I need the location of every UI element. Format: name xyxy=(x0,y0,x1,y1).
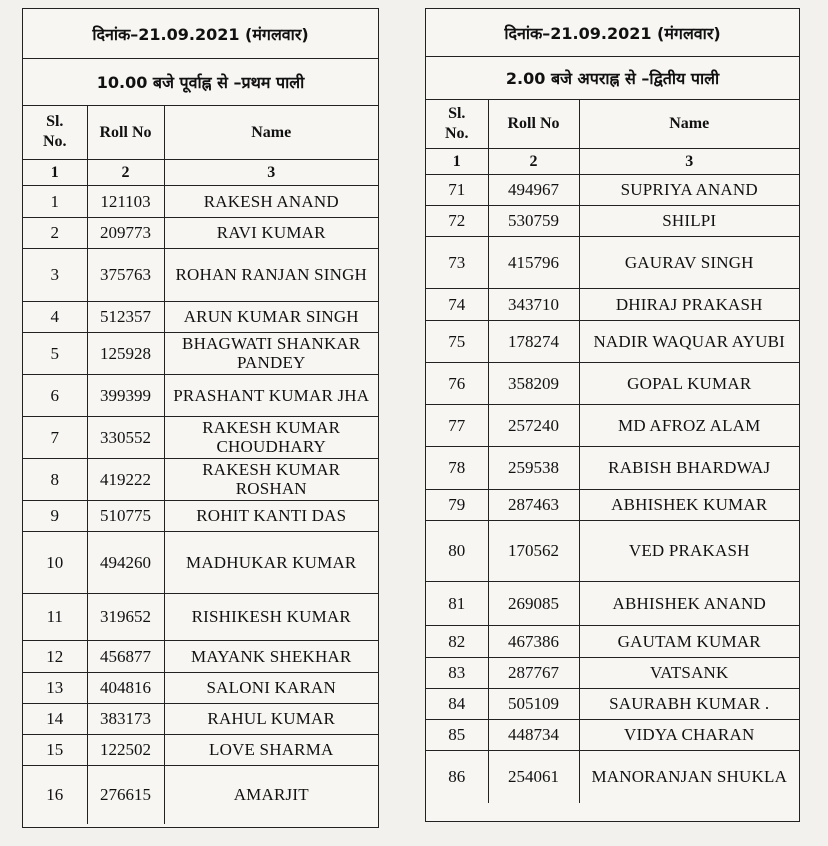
left-cell-sl: 16 xyxy=(23,765,87,824)
table-row xyxy=(23,332,378,374)
left-cell-sl: 4 xyxy=(23,301,87,332)
table-row xyxy=(23,185,378,217)
table-row xyxy=(23,734,378,765)
right-cell-sl: 85 xyxy=(426,719,488,750)
table-row xyxy=(426,404,799,446)
right-cell-sl: 74 xyxy=(426,288,488,320)
right-shift-panel xyxy=(425,8,800,822)
right-shift-text: 2.00 बजे अपराह्न से –द्वितीय पाली xyxy=(505,69,720,88)
right-cell-name: GAUTAM KUMAR xyxy=(579,625,799,657)
right-cell-sl: 86 xyxy=(426,750,488,803)
right-column-number-row xyxy=(426,148,799,174)
right-cell-roll: 170562 xyxy=(488,520,579,581)
right-date-text: दिनांक–21.09.2021 (मंगलवार) xyxy=(504,23,721,43)
table-row xyxy=(23,301,378,332)
right-cell-name: ABHISHEK ANAND xyxy=(579,581,799,625)
left-cell-name: RAKESH ANAND xyxy=(164,185,378,217)
table-row xyxy=(426,688,799,719)
left-name-header: Name xyxy=(164,106,378,159)
table-row xyxy=(426,362,799,404)
right-cell-roll: 287463 xyxy=(488,489,579,520)
right-date-header xyxy=(426,9,799,57)
right-cell-name: MANORANJAN SHUKLA xyxy=(579,750,799,803)
left-header-row xyxy=(23,106,378,159)
table-row xyxy=(23,374,378,416)
right-cell-name: MD AFROZ ALAM xyxy=(579,404,799,446)
table-row xyxy=(426,205,799,236)
left-cell-roll: 399399 xyxy=(87,374,164,416)
left-cell-name: RAKESH KUMAR ROSHAN xyxy=(164,458,378,500)
right-cell-name: VIDYA CHARAN xyxy=(579,719,799,750)
left-cell-name: ROHIT KANTI DAS xyxy=(164,500,378,531)
table-row xyxy=(23,703,378,734)
left-cell-roll: 276615 xyxy=(87,765,164,824)
left-cell-sl: 2 xyxy=(23,217,87,248)
right-cell-roll: 178274 xyxy=(488,320,579,362)
left-shift-panel xyxy=(22,8,379,828)
left-shift-header xyxy=(23,59,378,106)
table-row xyxy=(23,500,378,531)
table-row xyxy=(23,593,378,640)
left-cell-roll: 330552 xyxy=(87,416,164,458)
left-cell-sl: 15 xyxy=(23,734,87,765)
left-cell-sl: 14 xyxy=(23,703,87,734)
left-table xyxy=(23,106,378,824)
left-date-header xyxy=(23,9,378,59)
right-roll-header: Roll No xyxy=(488,100,579,148)
right-cell-name: VATSANK xyxy=(579,657,799,688)
left-shift-text: 10.00 बजे पूर्वाह्न से –प्रथम पाली xyxy=(96,73,305,92)
right-cell-roll: 494967 xyxy=(488,174,579,205)
right-cell-name: DHIRAJ PRAKASH xyxy=(579,288,799,320)
right-table xyxy=(426,100,799,803)
left-sl-header: Sl. No. xyxy=(23,106,87,159)
left-cell-name: RAHUL KUMAR xyxy=(164,703,378,734)
right-cell-sl: 79 xyxy=(426,489,488,520)
left-cell-sl: 13 xyxy=(23,672,87,703)
right-cell-name: GOPAL KUMAR xyxy=(579,362,799,404)
left-roll-header: Roll No xyxy=(87,106,164,159)
left-cell-name: RAVI KUMAR xyxy=(164,217,378,248)
right-cell-roll: 530759 xyxy=(488,205,579,236)
left-cell-roll: 383173 xyxy=(87,703,164,734)
left-cell-roll: 419222 xyxy=(87,458,164,500)
right-cell-sl: 75 xyxy=(426,320,488,362)
right-cell-sl: 78 xyxy=(426,446,488,489)
right-shift-header xyxy=(426,57,799,100)
left-cell-roll: 456877 xyxy=(87,640,164,672)
table-row xyxy=(426,657,799,688)
right-cell-name: SAURABH KUMAR . xyxy=(579,688,799,719)
table-row xyxy=(426,174,799,205)
left-cell-roll: 404816 xyxy=(87,672,164,703)
right-cell-roll: 467386 xyxy=(488,625,579,657)
table-row xyxy=(23,531,378,593)
table-row xyxy=(23,458,378,500)
right-name-header: Name xyxy=(579,100,799,148)
right-column-number: 1 xyxy=(426,148,488,174)
table-row xyxy=(426,489,799,520)
right-cell-name: SUPRIYA ANAND xyxy=(579,174,799,205)
left-cell-sl: 7 xyxy=(23,416,87,458)
table-row xyxy=(426,236,799,288)
right-cell-roll: 259538 xyxy=(488,446,579,489)
right-cell-sl: 80 xyxy=(426,520,488,581)
left-cell-roll: 122502 xyxy=(87,734,164,765)
table-row xyxy=(426,446,799,489)
right-cell-name: ABHISHEK KUMAR xyxy=(579,489,799,520)
left-cell-name: ARUN KUMAR SINGH xyxy=(164,301,378,332)
left-cell-sl: 9 xyxy=(23,500,87,531)
left-cell-sl: 6 xyxy=(23,374,87,416)
table-row xyxy=(426,625,799,657)
right-cell-sl: 76 xyxy=(426,362,488,404)
left-cell-roll: 375763 xyxy=(87,248,164,301)
left-cell-name: RISHIKESH KUMAR xyxy=(164,593,378,640)
right-cell-sl: 84 xyxy=(426,688,488,719)
right-cell-sl: 73 xyxy=(426,236,488,288)
right-column-number: 3 xyxy=(579,148,799,174)
table-row xyxy=(426,581,799,625)
table-row xyxy=(426,320,799,362)
table-row xyxy=(23,248,378,301)
right-cell-name: GAURAV SINGH xyxy=(579,236,799,288)
left-cell-roll: 319652 xyxy=(87,593,164,640)
right-cell-roll: 343710 xyxy=(488,288,579,320)
right-cell-name: NADIR WAQUAR AYUBI xyxy=(579,320,799,362)
left-cell-name: RAKESH KUMAR CHOUDHARY xyxy=(164,416,378,458)
left-cell-sl: 5 xyxy=(23,332,87,374)
table-row xyxy=(23,672,378,703)
left-cell-roll: 512357 xyxy=(87,301,164,332)
table-row xyxy=(23,765,378,824)
left-cell-roll: 209773 xyxy=(87,217,164,248)
table-row xyxy=(23,640,378,672)
right-cell-roll: 287767 xyxy=(488,657,579,688)
left-cell-name: ROHAN RANJAN SINGH xyxy=(164,248,378,301)
right-header-row xyxy=(426,100,799,148)
table-row xyxy=(426,750,799,803)
left-column-number: 2 xyxy=(87,159,164,185)
right-cell-roll: 415796 xyxy=(488,236,579,288)
right-cell-roll: 269085 xyxy=(488,581,579,625)
left-cell-name: MADHUKAR KUMAR xyxy=(164,531,378,593)
left-cell-roll: 494260 xyxy=(87,531,164,593)
right-cell-name: VED PRAKASH xyxy=(579,520,799,581)
right-cell-roll: 358209 xyxy=(488,362,579,404)
right-cell-roll: 254061 xyxy=(488,750,579,803)
left-cell-name: BHAGWATI SHANKAR PANDEY xyxy=(164,332,378,374)
right-sl-header: Sl. No. xyxy=(426,100,488,148)
right-cell-roll: 448734 xyxy=(488,719,579,750)
left-cell-name: SALONI KARAN xyxy=(164,672,378,703)
left-cell-sl: 11 xyxy=(23,593,87,640)
left-cell-name: MAYANK SHEKHAR xyxy=(164,640,378,672)
right-cell-sl: 71 xyxy=(426,174,488,205)
right-cell-name: SHILPI xyxy=(579,205,799,236)
left-cell-sl: 3 xyxy=(23,248,87,301)
left-cell-roll: 510775 xyxy=(87,500,164,531)
left-date-text: दिनांक–21.09.2021 (मंगलवार) xyxy=(92,24,309,44)
right-cell-sl: 72 xyxy=(426,205,488,236)
left-cell-roll: 121103 xyxy=(87,185,164,217)
right-cell-sl: 82 xyxy=(426,625,488,657)
left-column-number: 1 xyxy=(23,159,87,185)
left-cell-name: PRASHANT KUMAR JHA xyxy=(164,374,378,416)
right-cell-sl: 83 xyxy=(426,657,488,688)
right-cell-sl: 77 xyxy=(426,404,488,446)
left-cell-sl: 10 xyxy=(23,531,87,593)
left-cell-roll: 125928 xyxy=(87,332,164,374)
left-column-number-row xyxy=(23,159,378,185)
left-cell-sl: 12 xyxy=(23,640,87,672)
left-cell-name: AMARJIT xyxy=(164,765,378,824)
left-cell-name: LOVE SHARMA xyxy=(164,734,378,765)
right-column-number: 2 xyxy=(488,148,579,174)
table-row xyxy=(23,217,378,248)
right-cell-roll: 505109 xyxy=(488,688,579,719)
right-cell-roll: 257240 xyxy=(488,404,579,446)
table-row xyxy=(426,288,799,320)
table-row xyxy=(426,520,799,581)
right-cell-sl: 81 xyxy=(426,581,488,625)
left-column-number: 3 xyxy=(164,159,378,185)
table-row xyxy=(23,416,378,458)
left-cell-sl: 8 xyxy=(23,458,87,500)
right-cell-name: RABISH BHARDWAJ xyxy=(579,446,799,489)
left-cell-sl: 1 xyxy=(23,185,87,217)
table-row xyxy=(426,719,799,750)
